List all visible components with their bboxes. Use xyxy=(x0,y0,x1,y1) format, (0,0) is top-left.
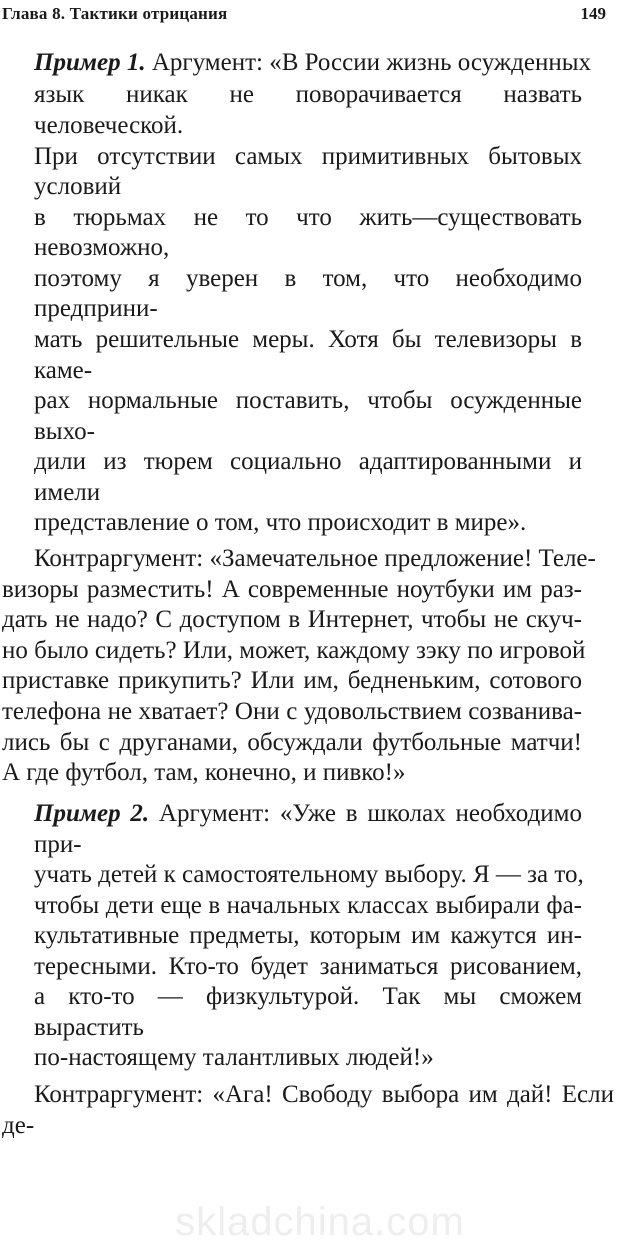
example1-line: При отсутствии самых примитивных бытовых xyxy=(34,143,582,170)
counter1-line: но было сидеть? Или, может, каждому зэку по игровой xyxy=(2,637,586,664)
example2-argument-start: Аргумент: «Уже в школах необходимо xyxy=(149,800,582,827)
example1-line: в тюрьмах не то что жить—существовать xyxy=(34,204,582,231)
example1-line: каме- xyxy=(34,357,93,384)
counter1-line: телефона не хватает? Они с удовольствием созванива- xyxy=(2,698,582,725)
counter1-line: дать не надо? С доступом в Интернет, чтобы не скуч- xyxy=(2,606,582,633)
example1-line: дили из тюрем социально адаптированными и xyxy=(34,448,582,475)
example1-line: предприни- xyxy=(34,295,158,322)
counter1-line: Контраргумент: «Замечательное предложение! Теле- xyxy=(34,545,596,572)
example2-line: тересными. Кто-то будет заниматься рисованием, xyxy=(34,953,582,980)
chapter-title: Глава 8. Тактики отрицания xyxy=(2,4,228,23)
example1-line: поэтому я уверен в том, что необходимо xyxy=(34,265,582,292)
watermark: skladchina.com xyxy=(175,1200,465,1244)
counter2-line: Контраргумент: «Ага! Свободу выбора им дай! Если xyxy=(34,1081,614,1108)
example1-line: мать решительные меры. Хотя бы телевизоры в xyxy=(34,326,582,353)
example1-line: представление о том, что происходит в мире». xyxy=(34,509,527,536)
example1-line: невозможно, xyxy=(34,234,170,261)
counter1-line: А где футбол, там, конечно, и пивко!» xyxy=(2,759,406,786)
example1-argument-start: Аргумент: «В России жизнь осужденных xyxy=(145,49,592,76)
example1-line: рах нормальные поставить, чтобы осужденные xyxy=(34,387,582,414)
example1-lead: Пример 1. xyxy=(34,49,146,76)
example1-line: язык никак не поворачивается назвать xyxy=(34,81,582,108)
example2-line: культативные предметы, которым им кажутся ин- xyxy=(34,922,582,949)
example2-line: вырастить xyxy=(34,1014,144,1041)
example2-lead: Пример 2. xyxy=(34,800,150,827)
example1-line: имели xyxy=(34,479,101,506)
page-number: 149 xyxy=(580,4,606,23)
running-head xyxy=(2,4,606,26)
example1-line: выхо- xyxy=(34,418,95,445)
example2-line: чтобы дети еще в начальных классах выбирали фа- xyxy=(34,892,582,919)
example2-line: учать детей к самостоятельному выбору. Я — за то, xyxy=(34,861,584,888)
example1-first-line xyxy=(34,48,592,78)
example1-line: условий xyxy=(34,173,122,200)
example2-line: по-настоящему талантливых людей!» xyxy=(34,1044,434,1071)
counter1-line: приставке прикупить? Или им, бедненьким, сотового xyxy=(2,667,582,694)
example1-line: человеческой. xyxy=(34,112,184,139)
counter1-line: лись бы с друганами, обсуждали футбольные матчи! xyxy=(2,729,582,756)
example2-first-line xyxy=(34,799,582,829)
counter2-line: де- xyxy=(2,1112,35,1139)
example2-line: а кто-то — физкультурой. Так мы сможем xyxy=(34,983,582,1010)
example2-line: при- xyxy=(34,831,82,858)
counter1-line: визоры разместить! А современные ноутбуки им раз- xyxy=(2,576,582,603)
